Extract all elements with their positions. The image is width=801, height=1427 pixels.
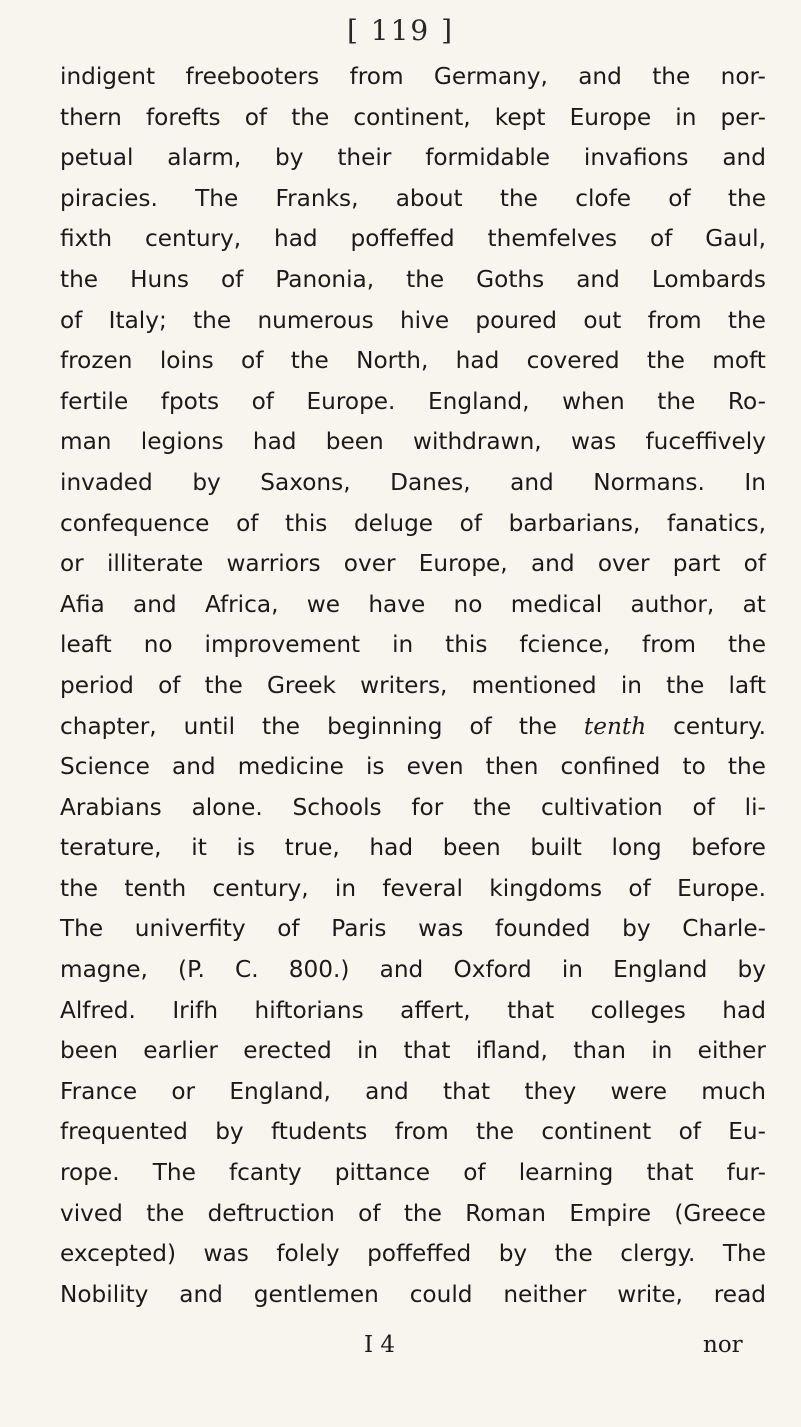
catchword: nor bbox=[703, 1332, 743, 1358]
text-line: vived the deftruction of the Roman Empire (Greece bbox=[60, 1199, 766, 1227]
text-line: rope. The fcanty pittance of learning that fur- bbox=[60, 1159, 766, 1187]
text-line: frozen loins of the North, had covered the moft bbox=[60, 347, 766, 375]
text-line: indigent freebooters from Germany, and the nor- bbox=[60, 63, 766, 90]
text-line: man legions had been withdrawn, was fuceffively bbox=[60, 428, 766, 456]
text-line: fixth century, had poffeffed themfelves of Gaul, bbox=[60, 225, 766, 253]
page-number: [ 119 ] bbox=[346, 14, 455, 47]
text-line: magne, (P. C. 800.) and Oxford in England by bbox=[60, 956, 766, 984]
text-line: piracies. The Franks, about the clofe of the bbox=[60, 184, 766, 212]
text-line: period of the Greek writers, mentioned in the laft bbox=[60, 671, 766, 699]
text-line: Arabians alone. Schools for the cultivation of li- bbox=[60, 793, 766, 821]
text-line: Science and medicine is even then confined to the bbox=[60, 753, 766, 781]
text-line: the Huns of Panonia, the Goths and Lombards bbox=[60, 265, 766, 293]
text-line: of Italy; the numerous hive poured out from the bbox=[60, 306, 766, 334]
text-line: confequence of this deluge of barbarians, fanatics, bbox=[60, 509, 766, 537]
page-footer bbox=[0, 1332, 801, 1368]
text-line: invaded by Saxons, Danes, and Normans. In bbox=[60, 468, 766, 496]
text-line: Afia and Africa, we have no medical author, at bbox=[60, 590, 766, 618]
body-text bbox=[60, 57, 766, 1315]
text-line: fertile fpots of Europe. England, when the Ro- bbox=[60, 387, 766, 415]
signature-mark: I 4 bbox=[364, 1332, 396, 1358]
text-line: Nobility and gentlemen could neither write, read bbox=[60, 1280, 766, 1308]
text-line: excepted) was folely poffeffed by the clergy. The bbox=[60, 1240, 766, 1268]
text-line: petual alarm, by their formidable invafions and bbox=[60, 144, 766, 172]
text-line: Alfred. Irifh hiftorians affert, that colleges had bbox=[60, 996, 766, 1024]
text-line: chapter, until the beginning of the tenth century. bbox=[60, 707, 766, 748]
text-line: frequented by ftudents from the continent of Eu- bbox=[60, 1118, 766, 1146]
text-line: been earlier erected in that ifland, than in either bbox=[60, 1037, 766, 1065]
text-line: or illiterate warriors over Europe, and over part of bbox=[60, 550, 766, 578]
text-line: the tenth century, in feveral kingdoms of Europe. bbox=[60, 874, 766, 902]
italic-word: tenth bbox=[583, 712, 647, 740]
text-line: The univerfity of Paris was founded by Charle- bbox=[60, 915, 766, 943]
text-line: leaft no improvement in this fcience, from the bbox=[60, 631, 766, 659]
text-line: France or England, and that they were much bbox=[60, 1077, 766, 1105]
text-line: thern forefts of the continent, kept Europe in per- bbox=[60, 103, 766, 131]
text-line: terature, it is true, had been built long before bbox=[60, 834, 766, 862]
